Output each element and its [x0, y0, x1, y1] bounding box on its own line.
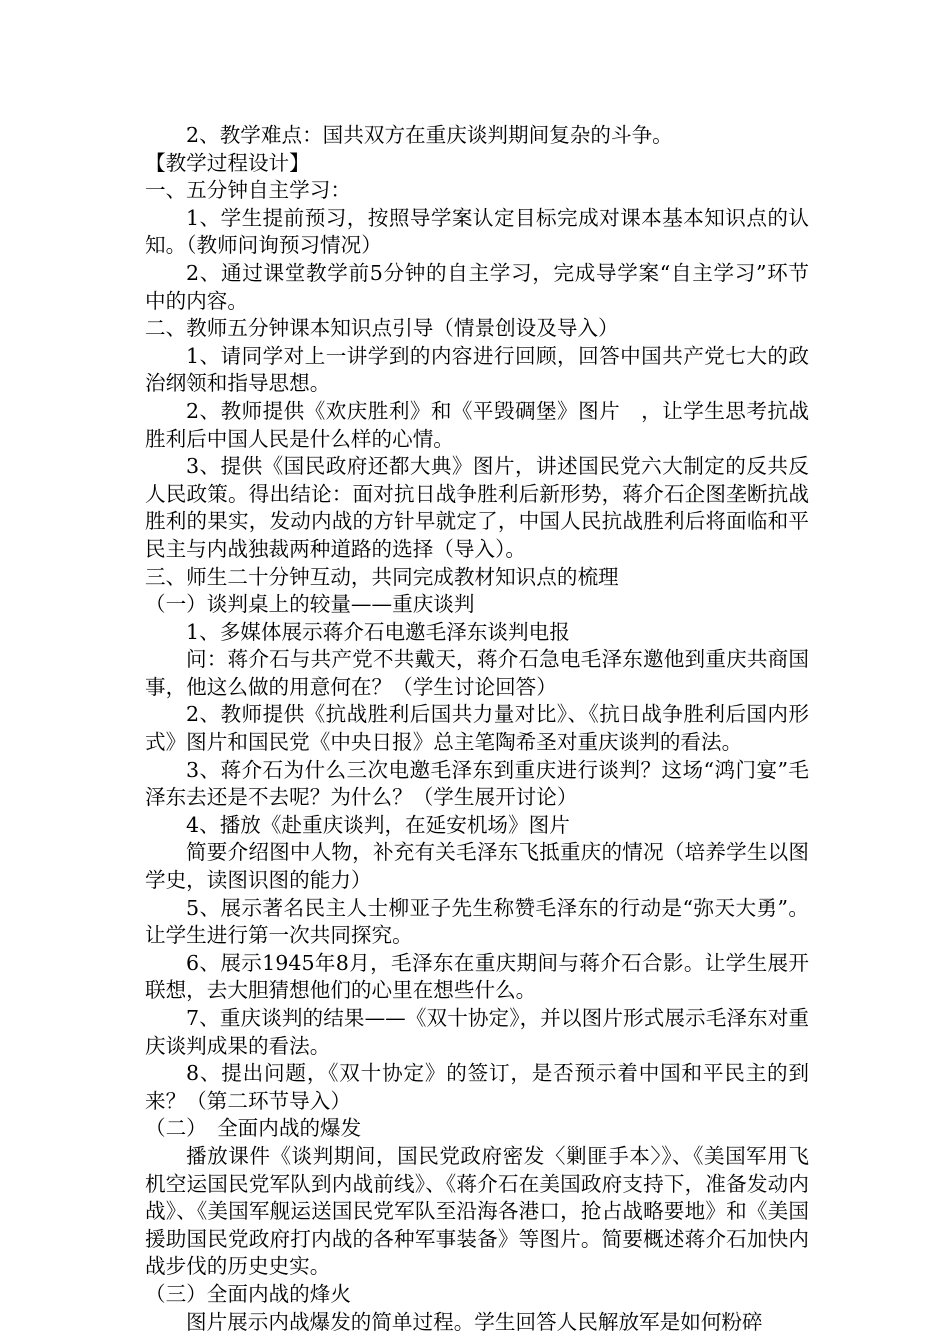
- section-heading: 二、教师五分钟课本知识点引导（情景创设及导入）: [145, 316, 619, 341]
- paragraph: 播放课件《谈判期间，国民党政府密发〈剿匪手本〉》、《美国军用飞机空运国民党军队到内战前线》、《蒋介石在美国政府支持下，准备发动内战》、《美国军舰运送国民党军队至沿海各港口，抢占战略要地》和《美国援助国民党政府打内战的各种军事装备》等图片。简要概述蒋介石加快内战步伐的历史史实。: [145, 1143, 809, 1279]
- paragraph: 4、播放《赴重庆谈判，在延安机场》图片: [186, 812, 570, 837]
- paragraph: 问：蒋介石与共产党不共戴天，蒋介石急电毛泽东邀他到重庆共商国事，他这么做的用意何在？（学生讨论回答）: [145, 647, 809, 699]
- paragraph: 1、请同学对上一讲学到的内容进行回顾，回答中国共产党七大的政治纲领和指导思想。: [145, 343, 809, 396]
- section-heading: 三、师生二十分钟互动，共同完成教材知识点的梳理: [145, 564, 619, 589]
- paragraph: 3、蒋介石为什么三次电邀毛泽东到重庆进行谈判？这场“鸿门宴”毛泽东去还是不去呢？为什么？（学生展开讨论）: [145, 757, 809, 810]
- paragraph: 2、教学难点：国共双方在重庆谈判期间复杂的斗争。: [186, 123, 673, 147]
- section-heading: （三）全面内战的烽火: [145, 1281, 351, 1306]
- paragraph: 8、提出问题，《双十协定》的签订，是否预示着中国和平民主的到来？（第二环节导入）: [145, 1061, 809, 1113]
- paragraph: 图片展示内战爆发的简单过程。学生回答人民解放军是如何粉碎: [186, 1309, 763, 1334]
- section-heading: 一、五分钟自主学习：: [145, 178, 351, 203]
- section-heading: 【教学过程设计】: [145, 150, 310, 175]
- section-heading: （二） 全面内战的爆发: [145, 1116, 362, 1141]
- document-body: [145, 122, 809, 1336]
- paragraph: 简要介绍图中人物，补充有关毛泽东飞抵重庆的情况（培养学生以图学史，读图识图的能力）: [145, 840, 809, 893]
- section-heading: （一）谈判桌上的较量——重庆谈判: [145, 592, 475, 617]
- paragraph: 2、通过课堂教学前5分钟的自主学习，完成导学案“自主学习”环节中的内容。: [145, 260, 809, 313]
- paragraph: 5、展示著名民主人士柳亚子先生称赞毛泽东的行动是“弥天大勇”。让学生进行第一次共同探究。: [145, 895, 809, 948]
- paragraph: 1、多媒体展示蒋介石电邀毛泽东谈判电报: [186, 619, 570, 644]
- paragraph: 7、重庆谈判的结果——《双十协定》，并以图片形式展示毛泽东对重庆谈判成果的看法。: [145, 1006, 809, 1058]
- paragraph: 3、提供《国民政府还都大典》图片，讲述国民党六大制定的反共反人民政策。得出结论：面对抗日战争胜利后新形势，蒋介石企图垄断抗战胜利的果实，发动内战的方针早就定了，中国人民抗战胜利后将面临和平民主与内战独裁两种道路的选择（导入）。: [145, 454, 809, 561]
- paragraph: 2、教师提供《欢庆胜利》和《平毁碉堡》图片 ，让学生思考抗战胜利后中国人民是什么样的心情。: [145, 398, 809, 451]
- paragraph: 1、学生提前预习，按照导学案认定目标完成对课本基本知识点的认知。（教师问询预习情况）: [145, 205, 809, 258]
- paragraph: 6、展示1945年8月，毛泽东在重庆期间与蒋介石合影。让学生展开联想，去大胆猜想他们的心里在想些什么。: [145, 950, 809, 1003]
- paragraph: 2、教师提供《抗战胜利后国共力量对比》、《抗日战争胜利后国内形式》图片和国民党《中央日报》总主笔陶希圣对重庆谈判的看法。: [145, 702, 809, 755]
